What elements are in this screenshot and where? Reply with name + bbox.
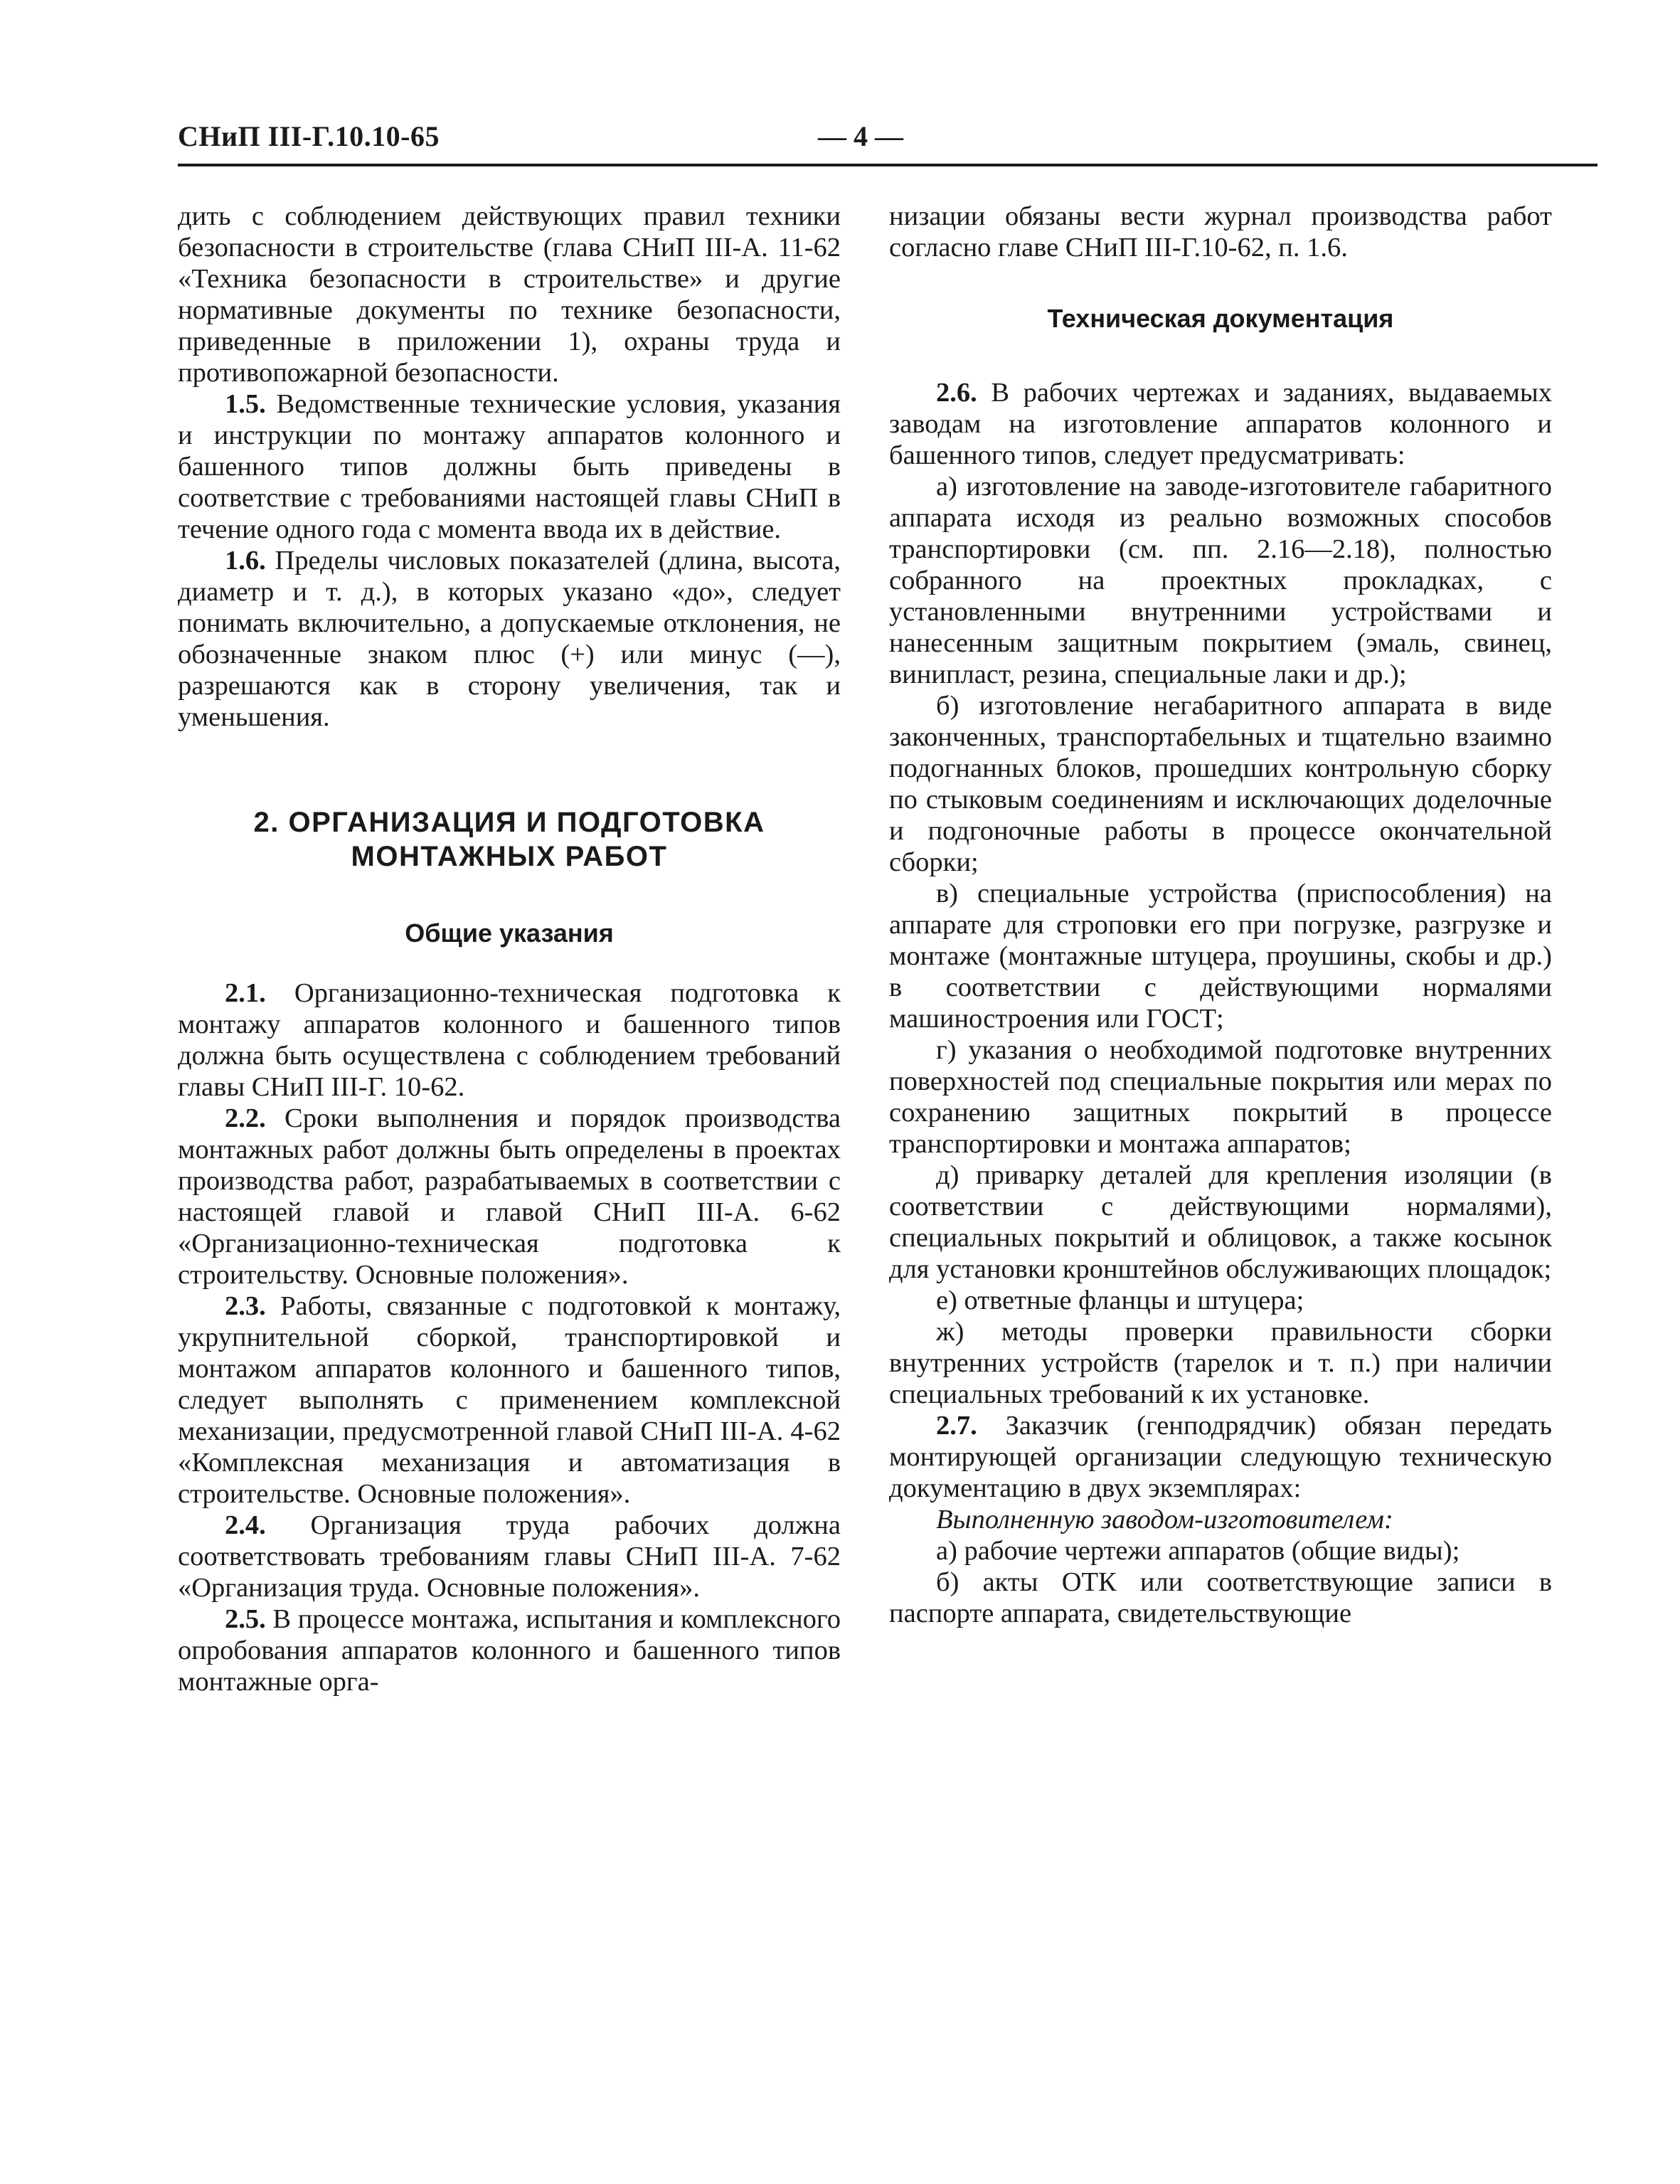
list-item-2-7-b: б) акты ОТК или соответствующие записи в паспорте аппарата, свидетельствующие <box>889 1567 1552 1628</box>
section-title-line: 2. ОРГАНИЗАЦИЯ И ПОДГОТОВКА <box>253 807 765 838</box>
paragraph-2-2 <box>178 1103 841 1290</box>
section-title-line: МОНТАЖНЫХ РАБОТ <box>351 841 668 872</box>
paragraph-text: Сроки выполнения и порядок производства монтажных работ должны быть определены в проектах производства работ, разрабатываемых в соответствии с настоящей главой и главой СНиП III-А. 6-62 «Организационно-техническая подготовка к строительству. Основные положения». <box>178 1103 841 1290</box>
paragraph-2-1 <box>178 977 841 1103</box>
list-item-2-6-e: е) ответные фланцы и штуцера; <box>936 1286 1304 1315</box>
paragraph-text: Организационно-техническая подготовка к монтажу аппаратов колонного и башенного типов должна быть осуществлена с соблюдением требований главы СНиП III-Г. 10-62. <box>178 978 841 1102</box>
list-heading-manufacturer: Выполненную заводом-изготовителем: <box>936 1505 1393 1534</box>
paragraph-2-5 <box>178 1603 841 1697</box>
paragraph-2-4 <box>178 1510 841 1603</box>
paragraph-number: 2.4. <box>225 1510 266 1540</box>
paragraph-number: 2.7. <box>936 1411 977 1441</box>
paragraph-2-3 <box>178 1290 841 1510</box>
paragraph-2-6 <box>889 377 1552 471</box>
list-item-2-6-d: д) приварку деталей для крепления изоляции (в соответствии с действующими нормалями), специальных покрытий и облицовок, а также косынок для установки кронштейнов обслуживающих площадок; <box>889 1160 1552 1284</box>
paragraph-text: Организация труда рабочих должна соответствовать требованиям главы СНиП III-А. 7-62 «Организация труда. Основные положения». <box>178 1510 841 1603</box>
paragraph-number: 2.2. <box>225 1103 266 1133</box>
list-item-2-7-a: а) рабочие чертежи аппаратов (общие виды); <box>936 1536 1460 1566</box>
paragraph-number: 2.1. <box>225 978 266 1008</box>
subsection-title-general: Общие указания <box>405 918 614 948</box>
subsection-title-documentation: Техническая документация <box>1047 304 1394 333</box>
paragraph-2-7 <box>889 1410 1552 1504</box>
left-column <box>178 201 841 1697</box>
paragraph-text: Пределы числовых показателей (длина, высота, диаметр и т. д.), в которых указано «до», следует понимать включительно, а допускаемые отклонения, не обозначенные знаком плюс (+) или минус (—), разрешаются как в сторону увеличения, так и уменьшения. <box>178 546 841 732</box>
document-code: СНиП III-Г.10.10-65 <box>178 120 440 152</box>
list-item-2-6-zh: ж) методы проверки правильности сборки внутренних устройств (тарелок и т. п.) при наличии специальных требований к их установке. <box>889 1317 1552 1409</box>
paragraph-number: 1.6. <box>225 546 266 576</box>
paragraph-text: Ведомственные технические условия, указания и инструкции по монтажу аппаратов колонного и башенного типов должны быть приведены в соответствие с требованиями настоящей главы СНиП в течение одного года с момента ввода их в действие. <box>178 389 841 544</box>
paragraph-1-4-continuation: дить с соблюдением действующих правил техники безопасности в строительстве (глава СНиП III-А. 11-62 «Техника безопасности в строительстве» и другие нормативные документы по технике безопасности, приведенные в приложении 1), охраны труда и противопожарной безопасности. <box>178 201 841 388</box>
list-item-2-6-a: а) изготовление на заводе-изготовителе габаритного аппарата исходя из реально возможных способов транспортировки (см. пп. 2.16—2.18), полностью собранного на проектных прокладках, с установленными внутренними устройствами и нанесенным защитным покрытием (эмаль, свинец, винипласт, резина, специальные лаки и др.); <box>889 472 1552 689</box>
paragraph-text: В рабочих чертежах и заданиях, выдаваемых заводам на изготовление аппаратов колонного и башенного типов, следует предусматривать: <box>889 378 1552 470</box>
paragraph-number: 2.3. <box>225 1291 266 1321</box>
paragraph-1-5 <box>178 388 841 545</box>
list-item-2-6-g: г) указания о необходимой подготовке внутренних поверхностей под специальные покрытия или мерах по сохранению защитных покрытий в процессе транспортировки и монтажа аппаратов; <box>889 1035 1552 1159</box>
paragraph-text: Работы, связанные с подготовкой к монтажу, укрупнительной сборкой, транспортировкой и монтажом аппаратов колонного и башенного типов, следует выполнять с применением комплексной механизации, предусмотренной главой СНиП III-А. 4-62 «Комплексная механизация и автоматизация в строительстве. Основные положения». <box>178 1291 841 1509</box>
list-item-2-6-v: в) специальные устройства (приспособления) на аппарате для строповки его при погрузке, разгрузке и монтаже (монтажные штуцера, проушины, скобы и др.) в соответствии с действующими нормалями машиностроения или ГОСТ; <box>889 879 1552 1034</box>
paragraph-number: 2.5. <box>225 1604 266 1634</box>
paragraph-text: Заказчик (генподрядчик) обязан передать монтирующей организации следующую техническую документацию в двух экземплярах: <box>889 1411 1552 1503</box>
paragraph-number: 2.6. <box>936 378 977 408</box>
page-header <box>178 120 1597 162</box>
paragraph-1-6 <box>178 545 841 733</box>
section-title <box>178 805 841 874</box>
header-rule <box>178 164 1597 166</box>
list-item-2-6-b: б) изготовление негабаритного аппарата в виде законченных, транспортабельных и тщательно взаимно подогнанных блоков, прошедших контрольную сборку по стыковым соединениям и исключающих доделочные и подгоночные работы в процессе окончательной сборки; <box>889 691 1552 877</box>
page-number: — 4 — <box>818 120 903 152</box>
paragraph-text: В процессе монтажа, испытания и комплексного опробования аппаратов колонного и башенного типов монтажные орга- <box>178 1604 841 1697</box>
paragraph-number: 1.5. <box>225 389 266 419</box>
paragraph-2-5-continuation: низации обязаны вести журнал производства работ согласно главе СНиП III-Г.10-62, п. 1.6. <box>889 201 1552 263</box>
right-column <box>889 201 1552 1629</box>
